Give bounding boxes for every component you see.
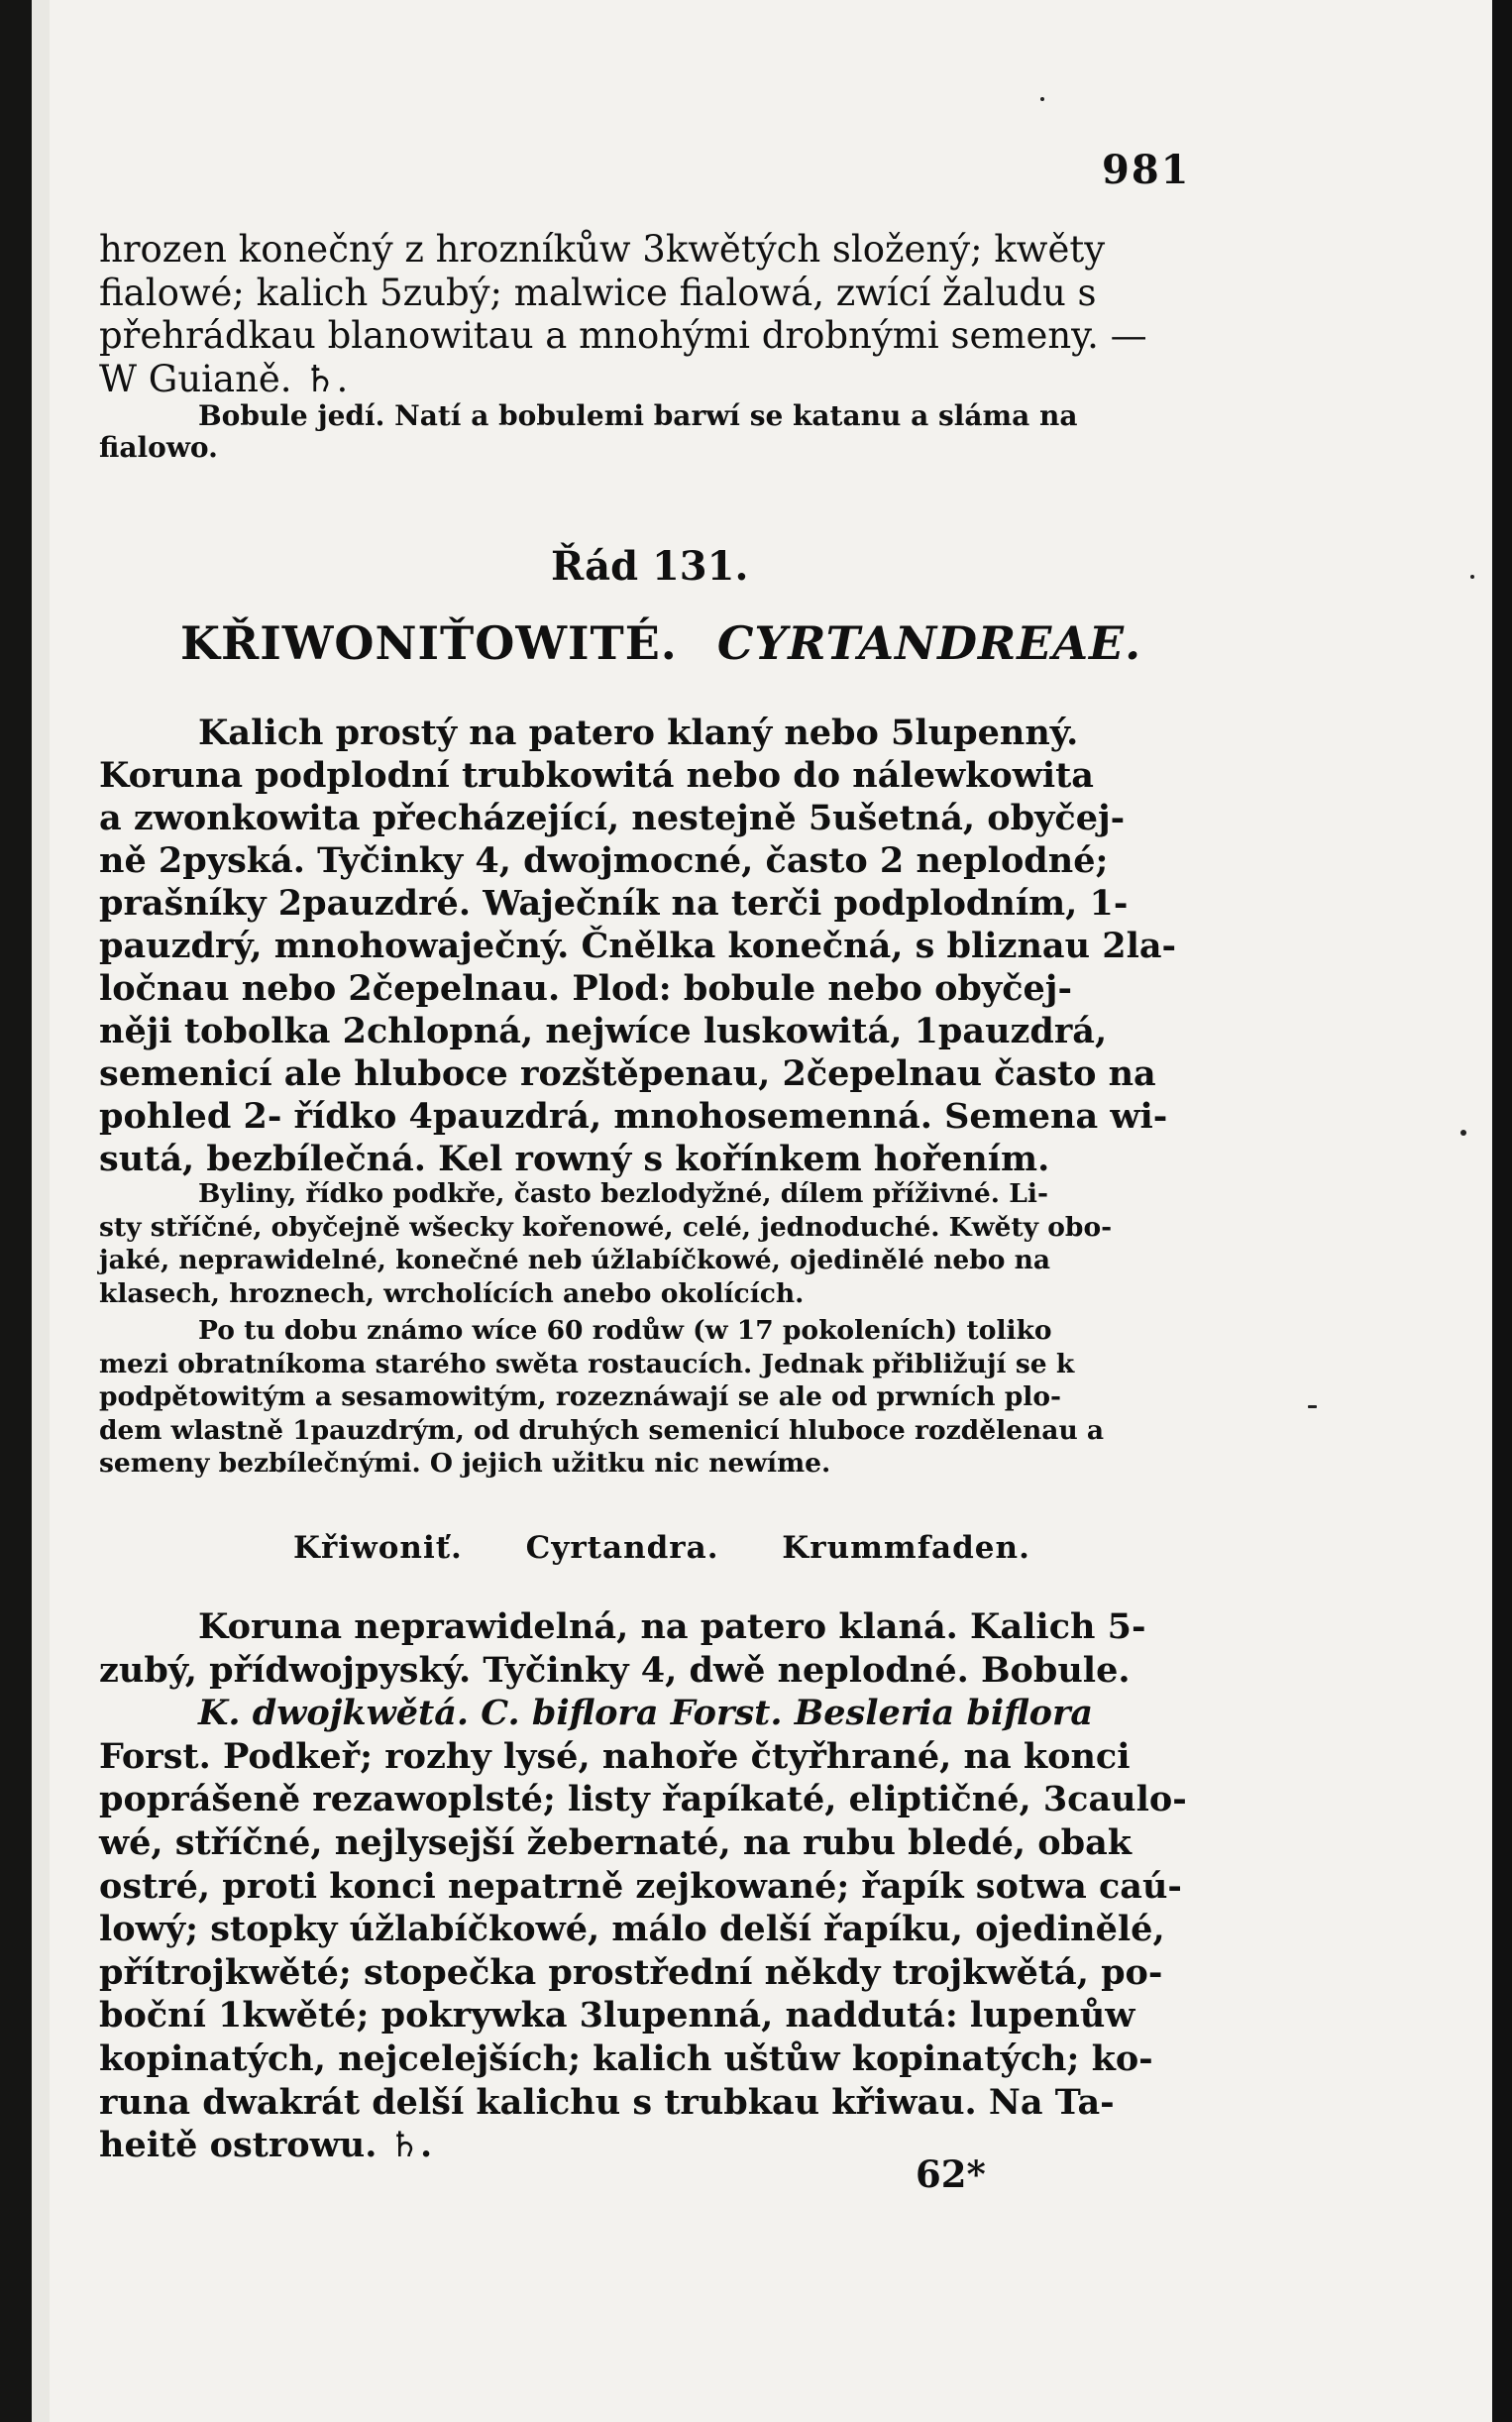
text-line: ně 2pyská. Tyčinky 4, dwojmocné, často 2 neplodné; bbox=[99, 840, 1109, 881]
scan-speck bbox=[1470, 575, 1474, 579]
genus-name-latin: Cyrtandra. bbox=[525, 1530, 719, 1566]
family-heading bbox=[180, 616, 1141, 670]
text-line: heitě ostrowu. ♄. bbox=[99, 2125, 433, 2166]
scan-speck bbox=[1040, 97, 1044, 101]
text-line: prašníky 2pauzdré. Waječník na terči podplodním, 1- bbox=[99, 883, 1129, 924]
order-number: Řád 131. bbox=[551, 543, 749, 590]
text-line: přítrojkwěté; stopečka prostřední někdy trojkwětá, po- bbox=[99, 1951, 1163, 1993]
previous-page-edge bbox=[32, 0, 50, 2422]
text-line: klasech, hroznech, wrcholících anebo okolících. bbox=[99, 1277, 805, 1309]
printer-signature: 62* bbox=[916, 2152, 986, 2196]
book-page bbox=[50, 0, 1492, 2422]
text-line: kopinatých, nejcelejších; kalich uštůw kopinatých; ko- bbox=[99, 2037, 1153, 2079]
text-line: Kalich prostý na patero klaný nebo 5lupenný. bbox=[198, 713, 1079, 753]
notes-paragraph-2 bbox=[99, 1314, 1227, 1481]
text-line: a zwonkowita přecházející, nestejně 5ušetná, obyčej- bbox=[99, 798, 1126, 838]
species-line: K. dwojkwětá. C. biflora Forst. Besleria biflora bbox=[198, 1693, 1094, 1734]
text-line: fialowo. bbox=[99, 431, 218, 464]
text-line: pauzdrý, mnohowaječný. Čnělka konečná, s bliznau 2la- bbox=[99, 926, 1177, 966]
text-line: W Guianě. ♄. bbox=[99, 357, 349, 400]
text-line: Po tu dobu známo wíce 60 rodůw (w 17 pokoleních) toliko bbox=[198, 1315, 1052, 1346]
genus-description bbox=[99, 1605, 1227, 2167]
text-line: hrozen konečný z hrozníkůw 3kwětých složený; kwěty bbox=[99, 228, 1106, 271]
text-line: poprášeně rezawoplsté; listy řapíkaté, eliptičné, 3caulo- bbox=[99, 1779, 1187, 1820]
family-name-latin: CYRTANDREAE. bbox=[716, 616, 1142, 670]
text-line: zubý, přídwojpyský. Tyčinky 4, dwě neplodné. Bobule. bbox=[99, 1649, 1131, 1691]
genus-name-german: Krummfaden. bbox=[782, 1530, 1030, 1566]
text-line: mezi obratníkoma starého swěta rostaucích. Jednak přibližují se k bbox=[99, 1348, 1075, 1379]
text-line: podpětowitým a sesamowitým, rozeznáwají se ale od prwních plo- bbox=[99, 1381, 1062, 1412]
genus-heading bbox=[293, 1530, 1082, 1566]
text-line: dem wlastně 1pauzdrým, od druhých semenicí hluboce rozdělenau a bbox=[99, 1414, 1105, 1446]
text-line: Koruna neprawidelná, na patero klaná. Kalich 5- bbox=[198, 1606, 1146, 1647]
intro-note bbox=[99, 400, 1227, 464]
text-line: přehrádkau blanowitau a mnohými drobnými semeny. — bbox=[99, 314, 1147, 358]
text-line: sutá, bezbílečná. Kel rowný s kořínkem hořením. bbox=[99, 1139, 1050, 1179]
family-name-czech: KŘIWONIŤOWITÉ. bbox=[180, 616, 678, 670]
text-line: ostré, proti konci nepatrně zejkowané; řapík sotwa caú- bbox=[99, 1865, 1182, 1907]
text-line: jaké, neprawidelné, konečné neb úžlabíčkowé, ojedinělé nebo na bbox=[99, 1245, 1051, 1275]
scan-right-margin bbox=[1492, 0, 1512, 2422]
text-line: pohled 2- řídko 4pauzdrá, mnohosemenná. Semena wi- bbox=[99, 1096, 1168, 1137]
text-line: runa dwakrát delší kalichu s trubkau křiwau. Na Ta- bbox=[99, 2081, 1115, 2123]
notes-paragraph-1 bbox=[99, 1177, 1227, 1310]
scan-speck bbox=[1460, 1130, 1466, 1136]
text-line: sty stříčné, obyčejně wšecky kořenowé, celé, jednoduché. Kwěty obo- bbox=[99, 1211, 1113, 1243]
text-line: lowý; stopky úžlabíčkowé, málo delší řapíku, ojedinělé, bbox=[99, 1909, 1165, 1950]
text-line: Bobule jedí. Natí a bobulemi barwí se katanu a sláma na bbox=[198, 399, 1078, 432]
text-line: wé, stříčné, nejlysejší žebernaté, na rubu bledé, obak bbox=[99, 1821, 1133, 1863]
text-line: fialowé; kalich 5zubý; malwice fialowá, zwící žaludu s bbox=[99, 271, 1097, 314]
text-line: boční 1kwěté; pokrywka 3lupenná, naddutá: lupenůw bbox=[99, 1995, 1135, 2037]
family-description bbox=[99, 712, 1227, 1180]
text-line: ločnau nebo 2čepelnau. Plod: bobule nebo obyčej- bbox=[99, 968, 1072, 1009]
intro-paragraph bbox=[99, 228, 1227, 400]
genus-name-czech: Křiwoniť. bbox=[293, 1530, 463, 1566]
text-line: Forst. Podkeř; rozhy lysé, nahoře čtyřhrané, na konci bbox=[99, 1735, 1131, 1777]
text-line: semenicí ale hluboce rozštěpenau, 2čepelnau často na bbox=[99, 1053, 1156, 1094]
text-line: něji tobolka 2chlopná, nejwíce luskowitá, 1pauzdrá, bbox=[99, 1011, 1108, 1051]
text-line: Byliny, řídko podkře, často bezlodyžné, dílem příživné. Li- bbox=[198, 1178, 1048, 1209]
scan-speck bbox=[1308, 1405, 1317, 1408]
text-line: semeny bezbílečnými. O jejich užitku nic newíme. bbox=[99, 1448, 831, 1479]
text-line: Koruna podplodní trubkowitá nebo do nálewkowita bbox=[99, 755, 1094, 796]
page-number: 981 bbox=[1102, 147, 1191, 193]
